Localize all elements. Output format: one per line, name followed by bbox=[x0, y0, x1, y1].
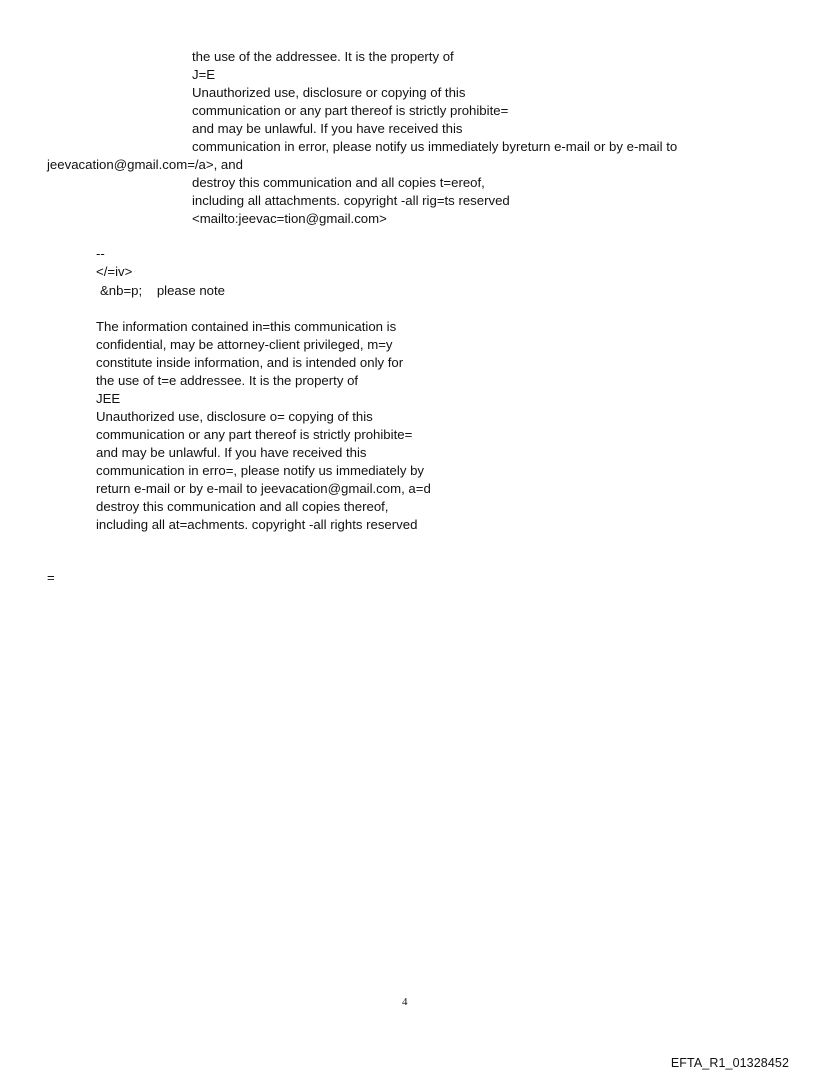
disclaimer-line: communication in erro=, please notify us immediately by bbox=[96, 463, 425, 478]
disclaimer-line: including all attachments. copyright -all rig=ts reserved bbox=[192, 193, 510, 208]
disclaimer-line: destroy this communication and all copies t=ereof, bbox=[192, 175, 485, 190]
disclaimer-line: Unauthorized use, disclosure or copying of this bbox=[192, 85, 466, 100]
html-artifact-line: </=iv> bbox=[96, 264, 133, 279]
document-id: EFTA_R1_01328452 bbox=[670, 1056, 789, 1070]
disclaimer-line: communication or any part thereof is strictly prohibite= bbox=[192, 103, 509, 118]
disclaimer-line: including all at=achments. copyright -all rights reserved bbox=[96, 517, 418, 532]
disclaimer-line: and may be unlawful. If you have received this bbox=[96, 445, 367, 460]
disclaimer-line: the use of t=e addressee. It is the property of bbox=[96, 373, 359, 388]
please-note-line: &nb=p; please note bbox=[100, 283, 226, 298]
disclaimer-line: return e-mail or by e-mail to jeevacation@gmail.com, a=d bbox=[96, 481, 431, 496]
disclaimer-line: communication or any part thereof is strictly prohibite= bbox=[96, 427, 413, 442]
disclaimer-line: communication in error, please notify us immediately byreturn e-mail or by e-mail to bbox=[192, 139, 678, 154]
disclaimer-line: JEE bbox=[96, 391, 121, 406]
disclaimer-line: confidential, may be attorney-client privileged, m=y bbox=[96, 337, 393, 352]
disclaimer-line: The information contained in=this communication is bbox=[96, 319, 397, 334]
disclaimer-line: Unauthorized use, disclosure o= copying of this bbox=[96, 409, 373, 424]
page-number: 4 bbox=[402, 996, 408, 1008]
signature-dashes: -- bbox=[96, 246, 105, 261]
disclaimer-line: the use of the addressee. It is the property of bbox=[192, 49, 454, 64]
disclaimer-line-wrapped: jeevacation@gmail.com=/a>, and bbox=[47, 157, 243, 172]
disclaimer-line: J=E bbox=[192, 67, 216, 82]
trailing-equals: = bbox=[47, 570, 55, 585]
disclaimer-line: destroy this communication and all copies thereof, bbox=[96, 499, 389, 514]
disclaimer-line: and may be unlawful. If you have received this bbox=[192, 121, 463, 136]
disclaimer-line: constitute inside information, and is intended only for bbox=[96, 355, 404, 370]
mailto-line: <mailto:jeevac=tion@gmail.com> bbox=[192, 211, 387, 226]
